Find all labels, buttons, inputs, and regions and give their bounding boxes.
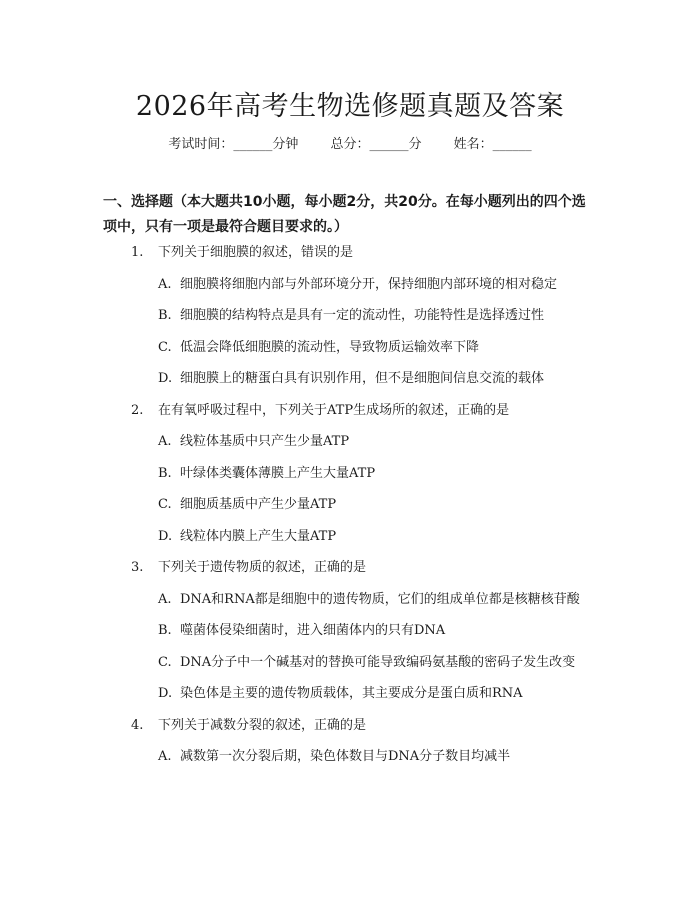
option-text: DNA分子中一个碱基对的替换可能导致编码氨基酸的密码子发生改变 — [180, 654, 576, 670]
question-stem — [0, 714, 700, 746]
question-stem — [0, 399, 700, 431]
page-title: 2026年高考生物选修题真题及答案 — [135, 91, 565, 122]
option-letter: A. — [158, 591, 172, 607]
option-letter: D. — [158, 371, 173, 386]
question-stem — [0, 556, 700, 588]
question-text: 下列关于遗传物质的叙述，正确的是 — [158, 560, 367, 575]
question-list — [0, 241, 700, 777]
answer-option — [0, 336, 700, 368]
section-heading-line: 一、选择题（本大题共10小题，每小题2分，共20分。在每小题列出的四个选 — [103, 194, 586, 210]
question-number: 2. — [131, 402, 144, 418]
question-number: 1. — [131, 245, 144, 260]
option-text: 染色体是主要的遗传物质载体，其主要成分是蛋白质和RNA — [180, 686, 523, 701]
question-text: 下列关于细胞膜的叙述，错误的是 — [158, 245, 354, 260]
option-letter: B. — [158, 623, 172, 638]
option-text: 细胞膜上的糖蛋白具有识别作用，但不是细胞间信息交流的载体 — [180, 371, 545, 386]
option-letter: C. — [158, 497, 172, 512]
option-letter: C. — [158, 339, 172, 355]
question-text: 下列关于减数分裂的叙述，正确的是 — [158, 717, 367, 733]
exam-meta — [0, 133, 700, 152]
question-number: 4. — [131, 717, 144, 733]
option-letter: B. — [158, 308, 172, 323]
section-heading — [103, 190, 603, 240]
answer-option — [0, 430, 700, 462]
answer-option — [0, 304, 700, 336]
answer-option — [0, 588, 700, 620]
answer-option — [0, 745, 700, 777]
option-text: 减数第一次分裂后期，染色体数目与DNA分子数目均减半 — [180, 749, 511, 764]
option-text: 低温会降低细胞膜的流动性，导致物质运输效率下降 — [180, 339, 480, 355]
answer-option — [0, 651, 700, 683]
option-letter: A. — [158, 276, 172, 292]
option-letter: D. — [158, 528, 173, 544]
option-text: DNA和RNA都是细胞中的遗传物质，它们的组成单位都是核糖核苷酸 — [180, 591, 580, 607]
answer-option — [0, 367, 700, 399]
option-letter: D. — [158, 686, 173, 701]
answer-option — [0, 493, 700, 525]
question-number: 3. — [131, 560, 144, 575]
option-text: 细胞膜将细胞内部与外部环境分开，保持细胞内部环境的相对稳定 — [180, 276, 558, 292]
answer-option — [0, 525, 700, 557]
question-stem — [0, 241, 700, 273]
total-score-field: 总分：______分 — [330, 137, 422, 152]
option-text: 线粒体基质中只产生少量ATP — [180, 434, 350, 449]
answer-option — [0, 682, 700, 714]
section-heading-line: 项中，只有一项是最符合题目要求的。） — [103, 219, 348, 235]
option-letter: B. — [158, 465, 172, 481]
name-field: 姓名：______ — [453, 137, 532, 152]
option-text: 细胞膜的结构特点是具有一定的流动性，功能特性是选择透过性 — [180, 308, 545, 323]
exam-time-field: 考试时间：______分钟 — [168, 137, 299, 152]
option-text: 线粒体内膜上产生大量ATP — [180, 528, 337, 544]
answer-option — [0, 619, 700, 651]
option-text: 叶绿体类囊体薄膜上产生大量ATP — [180, 465, 376, 481]
answer-option — [0, 273, 700, 305]
option-text: 细胞质基质中产生少量ATP — [180, 497, 337, 512]
option-letter: C. — [158, 654, 172, 670]
answer-option — [0, 462, 700, 494]
option-letter: A. — [158, 434, 172, 449]
question-text: 在有氧呼吸过程中，下列关于ATP生成场所的叙述，正确的是 — [158, 402, 510, 418]
option-letter: A. — [158, 749, 172, 764]
option-text: 噬菌体侵染细菌时，进入细菌体内的只有DNA — [180, 623, 446, 638]
